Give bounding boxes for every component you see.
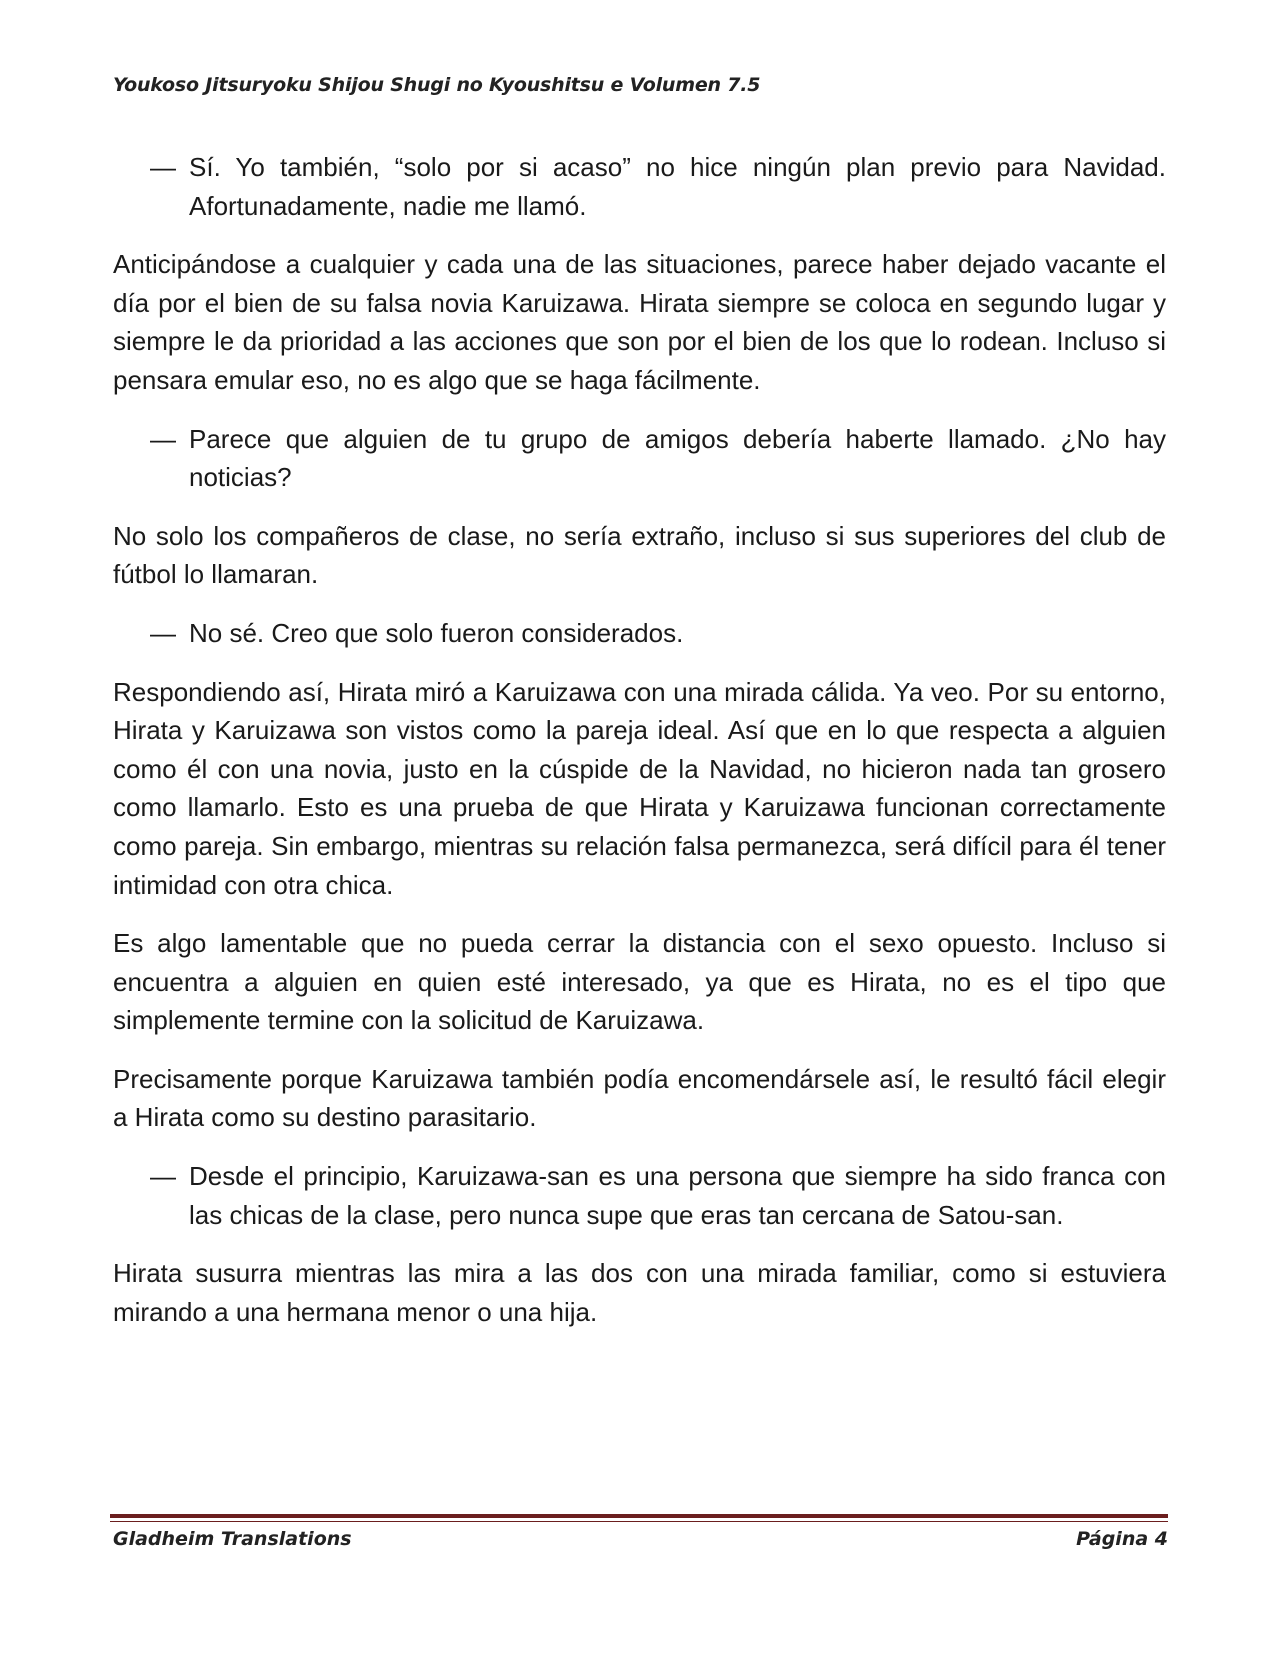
dialogue-dash: — <box>150 1161 176 1192</box>
dialogue-text: Desde el principio, Karuizawa-san es una persona que siempre ha sido franca con las chicas de la clase, pero nunca supe que eras tan cercana de Satou-san. <box>189 1161 1166 1230</box>
dialogue-dash: — <box>150 617 176 648</box>
document-body <box>113 148 1166 1351</box>
page-header-title: Youkoso Jitsuryoku Shijou Shugi no Kyoushitsu e Volumen 7.5 <box>113 74 761 96</box>
paragraph: Precisamente porque Karuizawa también podía encomendársele así, le resultó fácil elegir a Hirata como su destino parasitario. <box>113 1063 1166 1133</box>
dialogue-line <box>150 420 1166 497</box>
paragraph: No solo los compañeros de clase, no sería extraño, incluso si sus superiores del club de fútbol lo llamaran. <box>113 520 1166 590</box>
dialogue-text: Sí. Yo también, “solo por si acaso” no hice ningún plan previo para Navidad. Afortunadamente, nadie me llamó. <box>189 152 1166 221</box>
dialogue-dash: — <box>150 423 176 454</box>
dialogue-dash: — <box>150 152 176 182</box>
dialogue-line <box>150 614 1166 653</box>
footer-translator: Gladheim Translations <box>113 1528 352 1550</box>
footer-page-number: Página 4 <box>1076 1528 1168 1550</box>
paragraph: Anticipándose a cualquier y cada una de las situaciones, parece haber dejado vacante el día por el bien de su falsa novia Karuizawa. Hirata siempre se coloca en segundo lugar y siempre le da prioridad a las acciones que son por el bien de los que lo rodean. Incluso si pensara emular eso, no es algo que se haga fácilmente. <box>113 249 1166 395</box>
footer-divider <box>110 1514 1168 1518</box>
paragraph: Respondiendo así, Hirata miró a Karuizawa con una mirada cálida. Ya veo. Por su entorno, Hirata y Karuizawa son vistos como la pareja ideal. Así que en lo que respecta a alguien como él con una novia, justo en la cúspide de la Navidad, no hicieron nada tan grosero como llamarlo. Esto es una prueba de que Hirata y Karuizawa funcionan correctamente como pareja. Sin embargo, mientras su relación falsa permanezca, será difícil para él tener intimidad con otra chica. <box>113 676 1166 900</box>
paragraph: Es algo lamentable que no pueda cerrar la distancia con el sexo opuesto. Incluso si encuentra a alguien en quien esté interesado, ya que es Hirata, no es el tipo que simplemente termine con la solicitud de Karuizawa. <box>113 928 1166 1036</box>
dialogue-line <box>150 1157 1166 1234</box>
footer-divider-thin <box>110 1521 1168 1522</box>
dialogue-text: Parece que alguien de tu grupo de amigos debería haberte llamado. ¿No hay noticias? <box>189 423 1166 493</box>
dialogue-text: No sé. Creo que solo fueron considerados. <box>189 617 684 648</box>
dialogue-line <box>150 148 1166 225</box>
paragraph: Hirata susurra mientras las mira a las dos con una mirada familiar, como si estuviera mirando a una hermana menor o una hija. <box>113 1258 1166 1327</box>
